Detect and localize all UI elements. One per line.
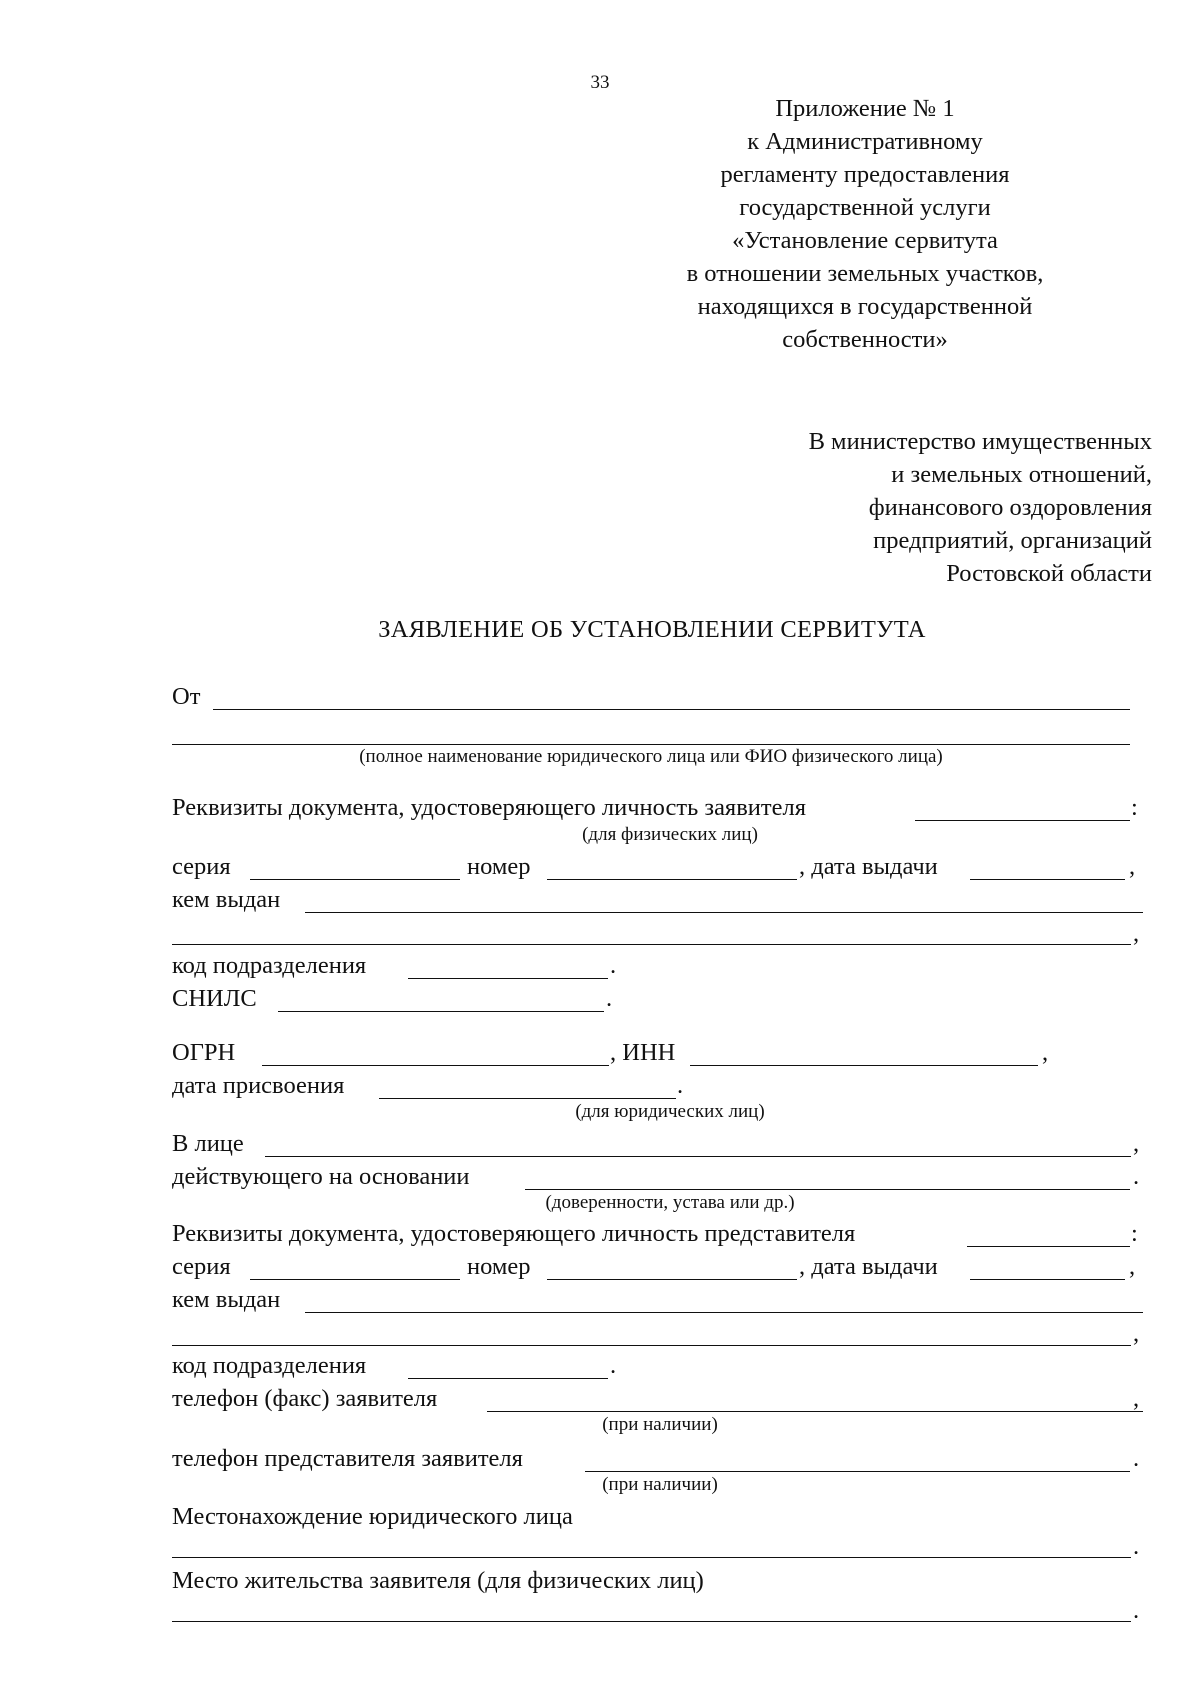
rep-phone-label: телефон представителя заявителя	[172, 1445, 523, 1472]
period: .	[1133, 1163, 1140, 1190]
applicant-series-field[interactable]	[250, 879, 460, 880]
appendix-line: в отношении земельных участков,	[686, 260, 1044, 287]
period: .	[1133, 1597, 1140, 1624]
comma: ,	[1042, 1039, 1049, 1066]
applicant-dept-code-field[interactable]	[408, 978, 608, 979]
ogrn-field[interactable]	[262, 1065, 609, 1066]
period: .	[677, 1072, 684, 1099]
period: .	[1133, 1445, 1140, 1472]
comma: ,	[1133, 1130, 1140, 1157]
number-label: номер	[467, 1253, 531, 1280]
from-field[interactable]	[213, 709, 1130, 710]
applicant-doc-field[interactable]	[915, 820, 1130, 821]
ogrn-label: ОГРН	[172, 1039, 236, 1066]
from-label: От	[172, 683, 201, 710]
in-person-field[interactable]	[265, 1156, 1131, 1157]
assign-date-field[interactable]	[379, 1098, 676, 1099]
applicant-number-field[interactable]	[547, 879, 797, 880]
addressee-line: финансового оздоровления	[868, 494, 1152, 521]
addressee-line: и земельных отношений,	[891, 461, 1152, 488]
applicant-doc-colon: :	[1131, 794, 1138, 821]
series-label: серия	[172, 853, 231, 880]
issue-date-label: , дата выдачи	[799, 853, 938, 880]
residence-label: Место жительства заявителя (для физических лиц)	[172, 1567, 704, 1594]
comma: ,	[1133, 920, 1140, 947]
applicant-issued-by-field[interactable]	[305, 912, 1143, 913]
legal-address-label: Местонахождение юридического лица	[172, 1503, 573, 1530]
rep-issued-by-field[interactable]	[305, 1312, 1143, 1313]
rep-doc-field[interactable]	[967, 1246, 1130, 1247]
addressee-line: предприятий, организаций	[873, 527, 1152, 554]
applicant-phone-label: телефон (факс) заявителя	[172, 1385, 438, 1412]
if-available-hint: (при наличии)	[602, 1414, 718, 1435]
comma: ,	[1129, 853, 1136, 880]
period: .	[610, 952, 617, 979]
rep-phone-field[interactable]	[585, 1471, 1130, 1472]
appendix-line: находящихся в государственной	[697, 293, 1033, 320]
number-label: номер	[467, 853, 531, 880]
inn-field[interactable]	[690, 1065, 1038, 1066]
from-field-continued[interactable]	[172, 744, 1130, 745]
applicant-issued-by-field-continued[interactable]	[172, 944, 1131, 945]
page-number: 33	[590, 72, 610, 93]
appendix-line: государственной услуги	[739, 194, 991, 221]
period: .	[610, 1352, 617, 1379]
appendix-line: собственности»	[782, 326, 948, 353]
addressee-line: В министерство имущественных	[808, 428, 1152, 455]
issued-by-label: кем выдан	[172, 1286, 281, 1313]
issued-by-label: кем выдан	[172, 886, 281, 913]
basis-hint: (доверенности, устава или др.)	[545, 1192, 795, 1213]
document-title: ЗАЯВЛЕНИЕ ОБ УСТАНОВЛЕНИИ СЕРВИТУТА	[378, 616, 926, 643]
comma: ,	[1129, 1253, 1136, 1280]
appendix-line: «Установление сервитута	[732, 227, 998, 254]
if-available-hint: (при наличии)	[602, 1474, 718, 1495]
residence-field[interactable]	[172, 1621, 1131, 1622]
period: .	[1133, 1533, 1140, 1560]
rep-dept-code-field[interactable]	[408, 1378, 608, 1379]
applicant-issue-date-field[interactable]	[970, 879, 1125, 880]
addressee-line: Ростовской области	[946, 560, 1152, 587]
appendix-line: регламенту предоставления	[720, 161, 1010, 188]
comma: ,	[1133, 1320, 1140, 1347]
for-legal-hint: (для юридических лиц)	[575, 1101, 765, 1122]
applicant-phone-field[interactable]	[487, 1411, 1143, 1412]
period: .	[606, 985, 613, 1012]
rep-doc-label: Реквизиты документа, удостоверяющего личность представителя	[172, 1220, 856, 1247]
comma: ,	[1133, 1385, 1140, 1412]
inn-label: , ИНН	[610, 1039, 676, 1066]
rep-issued-by-field-continued[interactable]	[172, 1345, 1131, 1346]
applicant-doc-label: Реквизиты документа, удостоверяющего личность заявителя	[172, 794, 806, 821]
rep-series-field[interactable]	[250, 1279, 460, 1280]
from-hint: (полное наименование юридического лица или ФИО физического лица)	[359, 746, 943, 767]
rep-number-field[interactable]	[547, 1279, 797, 1280]
series-label: серия	[172, 1253, 231, 1280]
for-individuals-hint: (для физических лиц)	[582, 824, 758, 845]
dept-code-label: код подразделения	[172, 952, 367, 979]
assign-date-label: дата присвоения	[172, 1072, 345, 1099]
snils-label: СНИЛС	[172, 985, 257, 1012]
in-person-label: В лице	[172, 1130, 244, 1157]
issue-date-label: , дата выдачи	[799, 1253, 938, 1280]
appendix-line: к Административному	[747, 128, 983, 155]
acting-basis-field[interactable]	[525, 1189, 1130, 1190]
acting-basis-label: действующего на основании	[172, 1163, 470, 1190]
appendix-line: Приложение № 1	[775, 95, 955, 122]
legal-address-field[interactable]	[172, 1557, 1131, 1558]
snils-field[interactable]	[278, 1011, 604, 1012]
dept-code-label: код подразделения	[172, 1352, 367, 1379]
rep-doc-colon: :	[1131, 1220, 1138, 1247]
rep-issue-date-field[interactable]	[970, 1279, 1125, 1280]
